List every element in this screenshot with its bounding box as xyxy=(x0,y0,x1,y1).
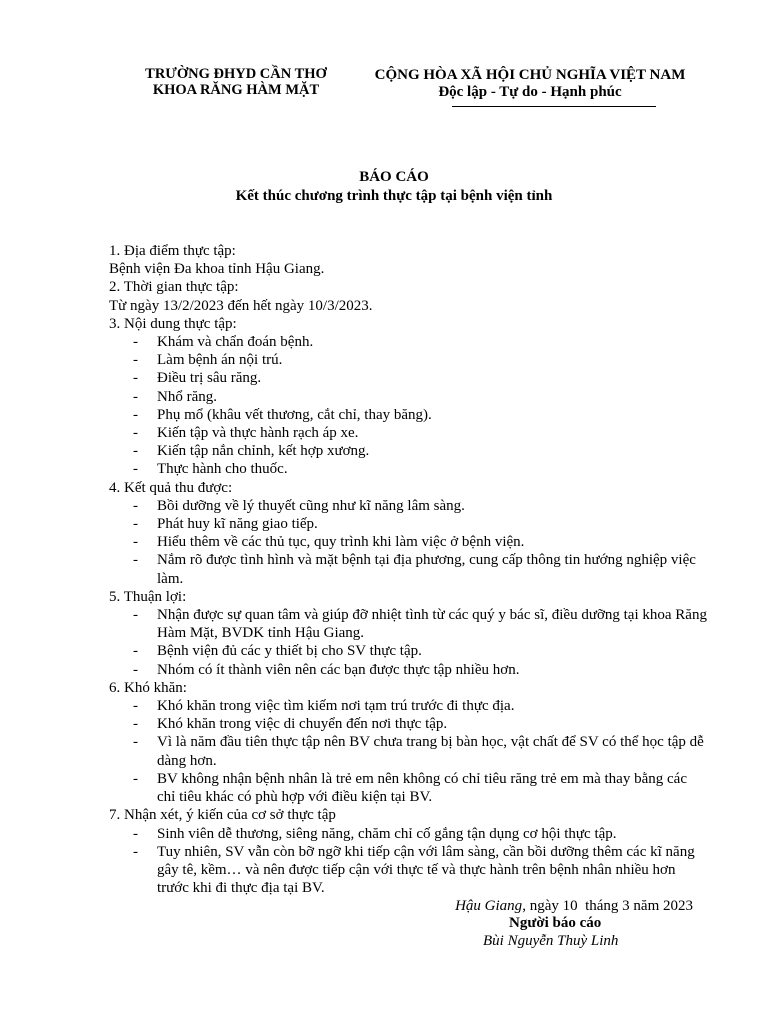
list-item xyxy=(109,606,709,642)
list-item xyxy=(109,715,709,733)
dash-bullet: - xyxy=(133,516,138,533)
dash-bullet: - xyxy=(133,388,138,405)
dash-bullet: - xyxy=(133,661,138,678)
list-item xyxy=(109,497,709,515)
national-header xyxy=(352,67,708,101)
list-item-text: Hiểu thêm về các thủ tục, quy trình khi làm việc ở bệnh viện. xyxy=(157,534,525,551)
signature-date-text: , ngày 10 tháng 3 năm 2023 xyxy=(522,898,693,914)
list-item-text: Tuy nhiên, SV vẫn còn bỡ ngỡ khi tiếp cận với lâm sàng, cần bồi dưỡng thêm các kĩ năng gây tê, kềm… và nên được tiếp cận với thực tế và thực hành trên bệnh nhân nhiều hơn trước khi đi thực địa tại BV. xyxy=(157,843,695,897)
dash-bullet: - xyxy=(133,352,138,369)
list-item-text: Nhận được sự quan tâm và giúp đỡ nhiệt tình từ các quý y bác sĩ, điều dưỡng tại khoa Răng Hàm Mặt, BVDK tỉnh Hậu Giang. xyxy=(157,607,707,642)
list-item-text: Vì là năm đầu tiên thực tập nên BV chưa trang bị bàn học, vật chất để SV có thể học tập dễ dàng hơn. xyxy=(157,734,704,769)
dash-bullet: - xyxy=(133,770,138,787)
list-item xyxy=(109,642,709,660)
section-text: Bệnh viện Đa khoa tỉnh Hậu Giang. xyxy=(109,261,325,278)
list-item-text: Điều trị sâu răng. xyxy=(157,370,262,387)
report-section xyxy=(109,242,709,278)
title-line-2: Kết thúc chương trình thực tập tại bệnh viện tỉnh xyxy=(235,188,553,204)
section-heading: 6. Khó khăn: xyxy=(109,679,187,696)
school-header xyxy=(122,67,350,98)
list-item-text: Phát huy kĩ năng giao tiếp. xyxy=(157,516,318,533)
title-line-1: BÁO CÁO xyxy=(359,169,429,185)
dash-bullet: - xyxy=(133,370,138,387)
list-item xyxy=(109,843,709,898)
report-section xyxy=(109,588,709,679)
section-heading: 5. Thuận lợi: xyxy=(109,588,187,605)
national-motto: Độc lập - Tự do - Hạnh phúc xyxy=(438,84,622,100)
list-item xyxy=(109,442,709,460)
report-section xyxy=(109,806,709,897)
dash-bullet: - xyxy=(133,643,138,660)
section-heading: 2. Thời gian thực tập: xyxy=(109,279,239,296)
dash-bullet: - xyxy=(133,461,138,478)
list-item xyxy=(109,533,709,551)
list-item xyxy=(109,515,709,533)
report-section xyxy=(109,479,709,588)
motto-underline xyxy=(452,106,656,107)
dash-bullet: - xyxy=(133,825,138,842)
dash-bullet: - xyxy=(133,406,138,423)
signature-place: Hậu Giang xyxy=(455,898,523,914)
list-item-text: Bồi dưỡng về lý thuyết cũng như kĩ năng lâm sàng. xyxy=(157,497,465,514)
list-item xyxy=(109,351,709,369)
bullet-list xyxy=(109,497,709,588)
list-item-text: Khám và chẩn đoán bệnh. xyxy=(157,334,314,351)
dash-bullet: - xyxy=(133,425,138,442)
list-item xyxy=(109,825,709,843)
section-heading: 3. Nội dung thực tập: xyxy=(109,315,237,332)
list-item-text: Sinh viên dễ thương, siêng năng, chăm chỉ cố gắng tận dụng cơ hội thực tập. xyxy=(157,825,617,842)
section-heading: 4. Kết quả thu được: xyxy=(109,479,233,496)
dash-bullet: - xyxy=(133,698,138,715)
list-item-text: Phụ mổ (khâu vết thương, cắt chỉ, thay băng). xyxy=(157,406,432,423)
list-item xyxy=(109,661,709,679)
list-item-text: Làm bệnh án nội trú. xyxy=(157,352,283,369)
list-item-text: BV không nhận bệnh nhân là trẻ em nên không có chỉ tiêu răng trẻ em mà thay bằng các chỉ tiêu khác có phù hợp với điều kiện tại BV. xyxy=(157,770,687,806)
dash-bullet: - xyxy=(133,443,138,460)
list-item-text: Nắm rõ được tình hình và mặt bệnh tại địa phương, cung cấp thông tin hướng nghiệp việc làm. xyxy=(157,552,696,587)
dash-bullet: - xyxy=(133,734,138,751)
dash-bullet: - xyxy=(133,534,138,551)
list-item xyxy=(109,333,709,351)
dash-bullet: - xyxy=(133,716,138,733)
section-heading: 1. Địa điểm thực tập: xyxy=(109,243,236,259)
section-text: Từ ngày 13/2/2023 đến hết ngày 10/3/2023. xyxy=(109,297,373,314)
report-body xyxy=(109,242,709,897)
list-item-text: Khó khăn trong việc di chuyển đến nơi thực tập. xyxy=(157,716,448,733)
list-item-text: Kiến tập và thực hành rạch áp xe. xyxy=(157,425,359,442)
list-item-text: Thực hành cho thuốc. xyxy=(157,461,288,478)
signer-title: Người báo cáo xyxy=(509,915,602,931)
list-item xyxy=(109,733,709,769)
report-section xyxy=(109,278,709,314)
list-item-text: Bệnh viện đủ các y thiết bị cho SV thực tập. xyxy=(157,643,422,660)
report-section xyxy=(109,679,709,806)
dash-bullet: - xyxy=(133,607,138,624)
list-item xyxy=(109,460,709,478)
list-item-text: Kiến tập nắn chỉnh, kết hợp xương. xyxy=(157,443,370,460)
school-name: TRƯỜNG ĐHYD CẦN THƠ xyxy=(145,66,327,82)
dash-bullet: - xyxy=(133,843,138,860)
national-title: CỘNG HÒA XÃ HỘI CHỦ NGHĨA VIỆT NAM xyxy=(374,67,686,83)
bullet-list xyxy=(109,333,709,479)
list-item-text: Khó khăn trong việc tìm kiếm nơi tạm trú trước đi thực địa. xyxy=(157,698,515,715)
bullet-list xyxy=(109,825,709,898)
bullet-list xyxy=(109,697,709,806)
dash-bullet: - xyxy=(133,497,138,514)
document-title xyxy=(0,168,768,206)
bullet-list xyxy=(109,606,709,679)
list-item xyxy=(109,369,709,387)
section-heading: 7. Nhận xét, ý kiến của cơ sở thực tập xyxy=(109,807,336,824)
faculty-name: KHOA RĂNG HÀM MẶT xyxy=(152,81,320,98)
list-item xyxy=(109,388,709,406)
list-item xyxy=(109,770,709,806)
list-item-text: Nhóm có ít thành viên nên các bạn được thực tập nhiều hơn. xyxy=(157,661,520,678)
dash-bullet: - xyxy=(133,552,138,569)
list-item xyxy=(109,551,709,587)
list-item xyxy=(109,406,709,424)
list-item-text: Nhổ răng. xyxy=(157,388,217,405)
list-item xyxy=(109,424,709,442)
dash-bullet: - xyxy=(133,334,138,351)
report-section xyxy=(109,315,709,479)
list-item xyxy=(109,697,709,715)
signer-name: Bùi Nguyễn Thuỳ Linh xyxy=(483,933,619,949)
